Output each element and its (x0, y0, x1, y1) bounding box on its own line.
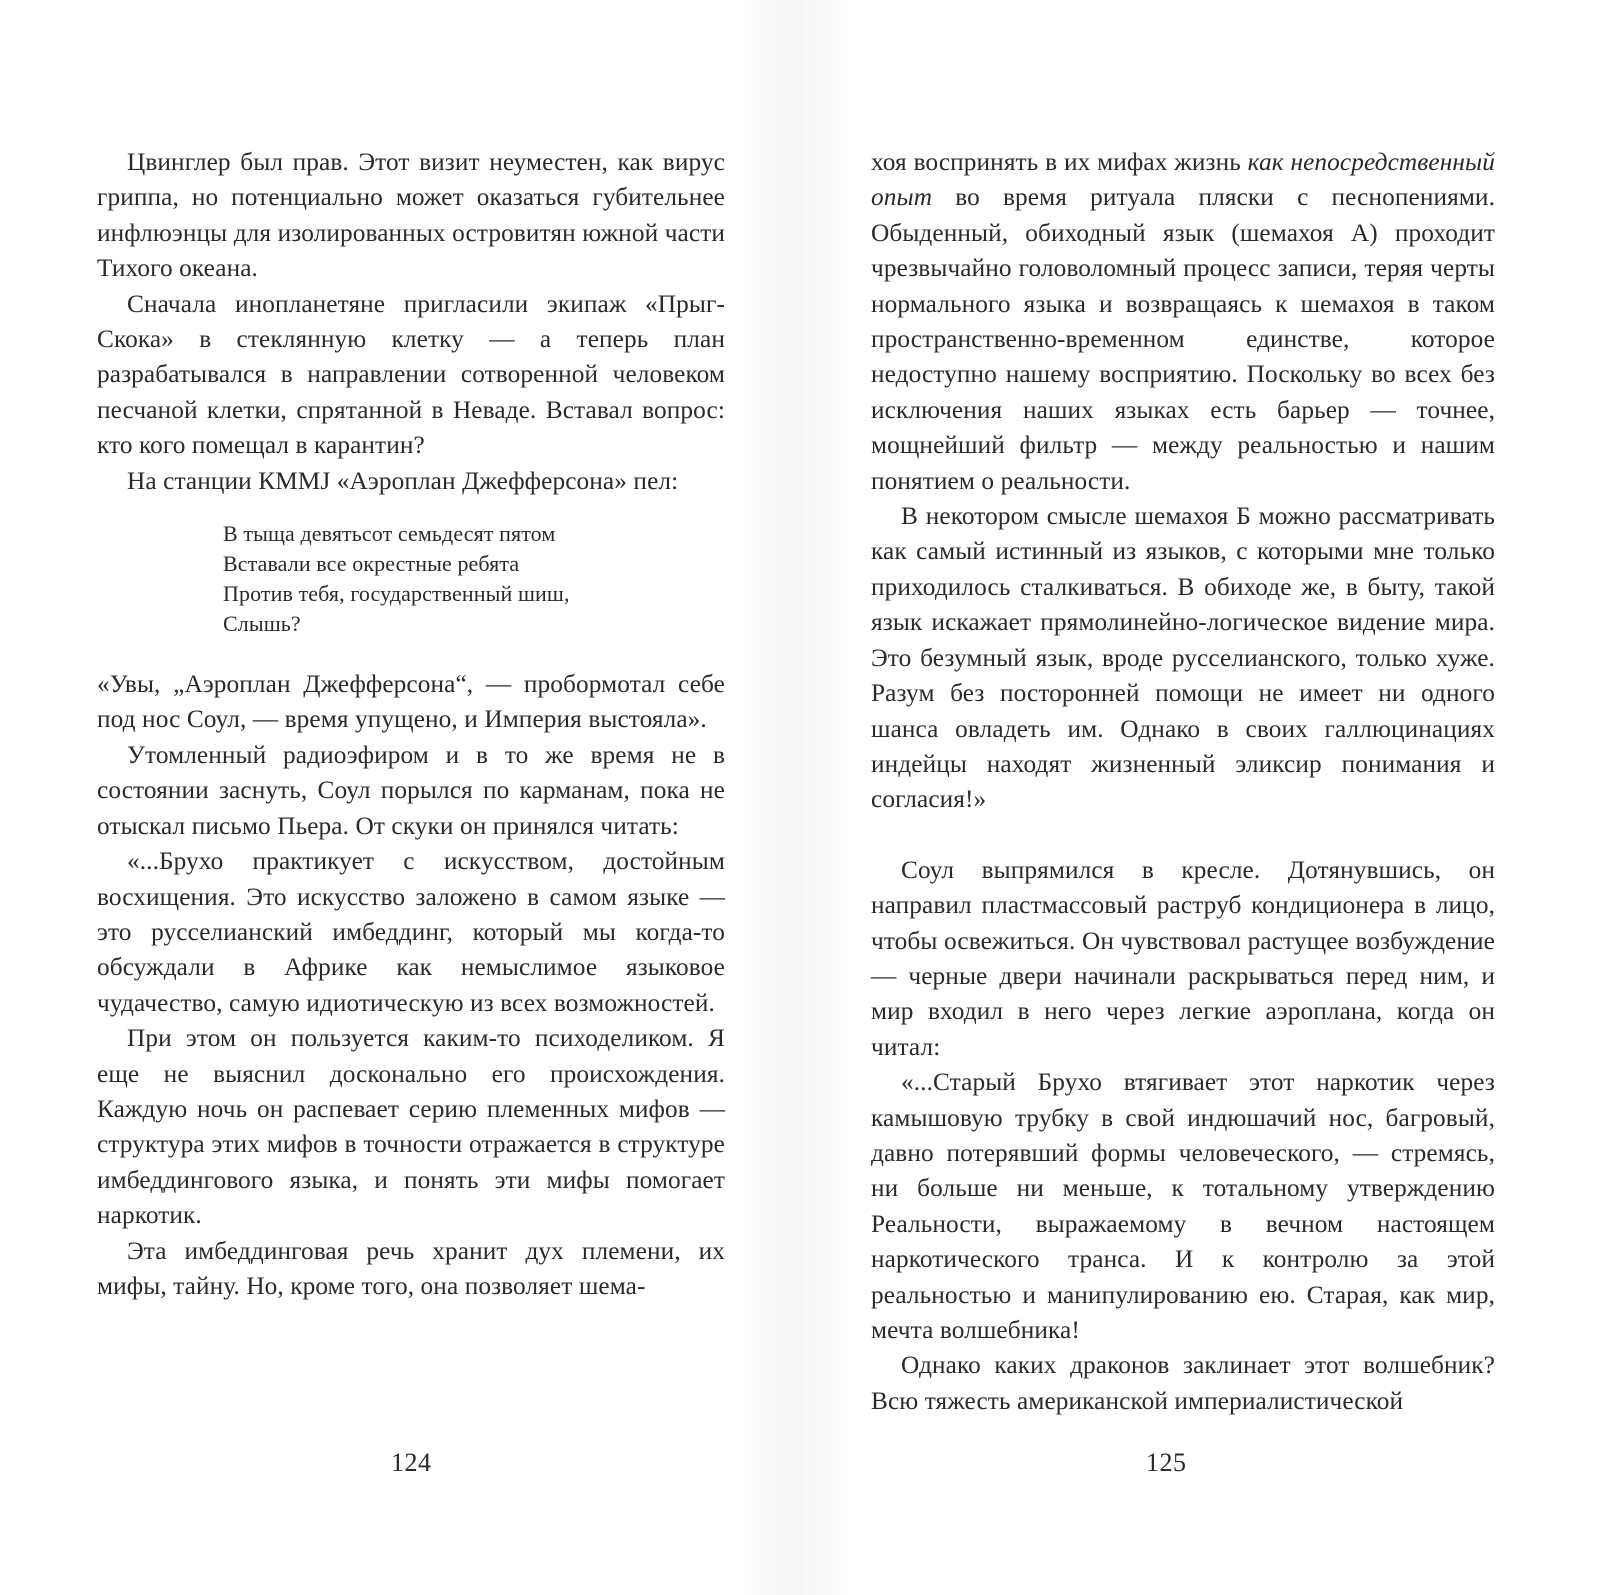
right-page-text (871, 145, 1495, 1419)
page-number: 124 (391, 1448, 432, 1477)
paragraph: При этом он пользуется каким-то психоделиком. Я еще не выяснил досконально его происхождения. Каждую ночь он распевает серию племенных мифов — структура этих мифов в точности отражается в структуре имбеддингового языка, и понять эти мифы помогает наркотик. (97, 1024, 725, 1230)
left-page-text (97, 145, 725, 1304)
poem-line: В тыща девятьсот семьдесят пятом (223, 521, 556, 547)
paragraph: «...Брухо практикует с искусством, достойным восхищения. Это искусство заложено в самом языке — это русселианский имбеддинг, который мы когда-то обсуждали в Африке как немыслимое языковое чудачество, самую идиотическую из всех возможностей. (97, 847, 725, 1017)
paragraph: «Увы, „Аэроплан Джефферсона“, — пробормотал себе под нос Соул, — время упущено, и Империя выстояла». (97, 670, 725, 734)
text-run: хоя воспринять в их мифах жизнь (871, 148, 1248, 176)
italic-phrase: как непосредственный опыт (871, 148, 1495, 212)
paragraph: Эта имбеддинговая речь хранит дух племени, их мифы, тайну. Но, кроме того, она позволяет шема- (97, 1236, 725, 1300)
paragraph: «...Старый Брухо втягивает этот наркотик через камышовую трубку в свой индюшачий нос, багровый, давно потерявший формы человеческого, — стремясь, ни больше ни меньше, к тотальному утверждению Реальности, выражаемому в вечном настоящем наркотического транса. И к контролю за этой реальностью и манипулированию ею. Старая, как мир, мечта волшебника! (871, 1068, 1495, 1344)
song-lyrics (223, 519, 725, 639)
paragraph: Утомленный радиоэфиром и в то же время не в состоянии заснуть, Соул порылся по карманам, пока не отыскал письмо Пьера. От скуки он принялся читать: (97, 740, 725, 840)
paragraph: В некотором смысле шемахоя Б можно рассматривать как самый истинный из языков, с которыми мне только приходилось сталкиваться. В обиходе же, в быту, такой язык искажает прямолинейно-логическое видение мира. Это безумный язык, вроде русселианского, только хуже. Разум без посторонней помощи не имеет ни одного шанса овладеть им. Однако в своих галлюцинациях индейцы находят жизненный эликсир понимания и согласия!» (871, 502, 1495, 814)
poem-line: Вставали все окрестные ребята (223, 551, 520, 577)
paragraph-continued (871, 145, 1495, 499)
paragraph: Цвинглер был прав. Этот визит неуместен, как вирус гриппа, но потенциально может оказаться губительнее инфлюэнцы для изолированных островитян южной части Тихого океана. (97, 148, 725, 283)
paragraph: Однако каких драконов заклинает этот волшебник? Всю тяжесть американской империалистической (871, 1351, 1495, 1415)
text-run: во время ритуала пляски с песнопениями. Обыденный, обиходный язык (шемахоя А) проходит чрезвычайно головоломный процесс записи, теряя черты нормального языка и возвращаясь к шемахоя в таком пространственно-временном единстве, которое недоступно нашему восприятию. Поскольку во всех без исключения наших языках есть барьер — точнее, мощнейший фильтр — между реальностью и нашим понятием о реальности. (871, 183, 1495, 495)
paragraph: Сначала инопланетяне пригласили экипаж «Прыг-Скока» в стеклянную клетку — а теперь план разрабатывался в направлении сотворенной человеком песчаной клетки, спрятанной в Неваде. Вставал вопрос: кто кого помещал в карантин? (97, 289, 725, 460)
poem-line: Слышь? (223, 611, 301, 637)
page-number: 125 (1146, 1448, 1187, 1477)
paragraph: Соул выпрямился в кресле. Дотянувшись, он направил пластмассовый раструб кондиционера в лицо, чтобы освежиться. Он чувствовал растущее возбуждение — черные двери начинали раскрываться перед ним, и мир входил в него через легкие аэроплана, когда он читал: (871, 855, 1495, 1061)
paragraph: На станции КММJ «Аэроплан Джефферсона» пел: (127, 466, 679, 495)
right-page (803, 0, 1606, 1595)
poem-line: Против тебя, государственный шиш, (223, 581, 570, 607)
